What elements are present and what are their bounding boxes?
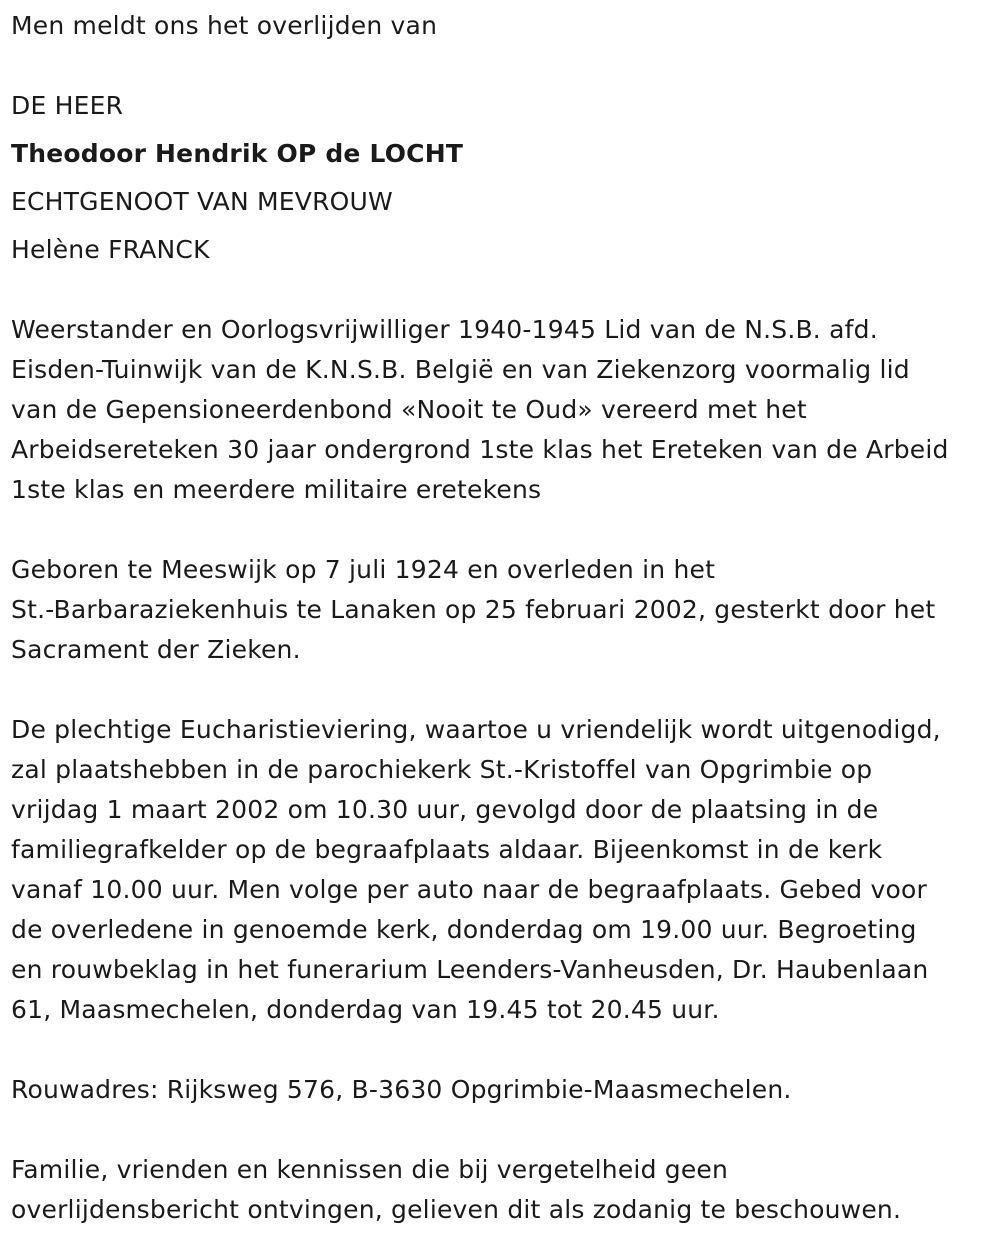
service-line: 61, Maasmechelen, donderdag van 19.45 tot 20.45 uur.: [11, 995, 720, 1024]
service-line: vanaf 10.00 uur. Men volge per auto naar de begraafplaats. Gebed voor: [11, 875, 927, 904]
service-line: vrijdag 1 maart 2002 om 10.30 uur, gevolgd door de plaatsing in de: [11, 795, 879, 824]
bio-line: van de Gepensioneerdenbond «Nooit te Oud» vereerd met het: [11, 395, 807, 424]
bio-line: Arbeidsereteken 30 jaar ondergrond 1ste klas het Ereteken van de Arbeid: [11, 435, 949, 464]
deceased-name: Theodoor Hendrik OP de LOCHT: [11, 139, 464, 168]
service-line: en rouwbeklag in het funerarium Leenders-Vanheusden, Dr. Haubenlaan: [11, 955, 929, 984]
service-line: familiegrafkelder op de begraafplaats aldaar. Bijeenkomst in de kerk: [11, 835, 883, 864]
deceased-title: DE HEER: [11, 91, 124, 120]
closing-line: Familie, vrienden en kennissen die bij vergetelheid geen: [11, 1155, 729, 1184]
bio-line: Weerstander en Oorlogsvrijwilliger 1940-1945 Lid van de N.S.B. afd.: [11, 315, 878, 344]
spouse-label: ECHTGENOOT VAN MEVROUW: [11, 187, 393, 216]
birth-line: St.-Barbaraziekenhuis te Lanaken op 25 februari 2002, gesterkt door het: [11, 595, 936, 624]
birth-line: Sacrament der Zieken.: [11, 635, 301, 664]
service-line: De plechtige Eucharistieviering, waartoe u vriendelijk wordt uitgenodigd,: [11, 715, 941, 744]
obituary-intro: Men meldt ons het overlijden van: [11, 11, 438, 40]
service-line: de overledene in genoemde kerk, donderdag om 19.00 uur. Begroeting: [11, 915, 917, 944]
service-line: zal plaatshebben in de parochiekerk St.-Kristoffel van Opgrimbie op: [11, 755, 873, 784]
bio-line: Eisden-Tuinwijk van de K.N.S.B. België en van Ziekenzorg voormalig lid: [11, 355, 910, 384]
mourning-address: Rouwadres: Rijksweg 576, B-3630 Opgrimbie-Maasmechelen.: [11, 1075, 792, 1104]
bio-line: 1ste klas en meerdere militaire eretekens: [11, 475, 542, 504]
spouse-name: Helène FRANCK: [11, 235, 210, 264]
closing-line: overlijdensbericht ontvingen, gelieven dit als zodanig te beschouwen.: [11, 1195, 902, 1224]
birth-line: Geboren te Meeswijk op 7 juli 1924 en overleden in het: [11, 555, 716, 584]
